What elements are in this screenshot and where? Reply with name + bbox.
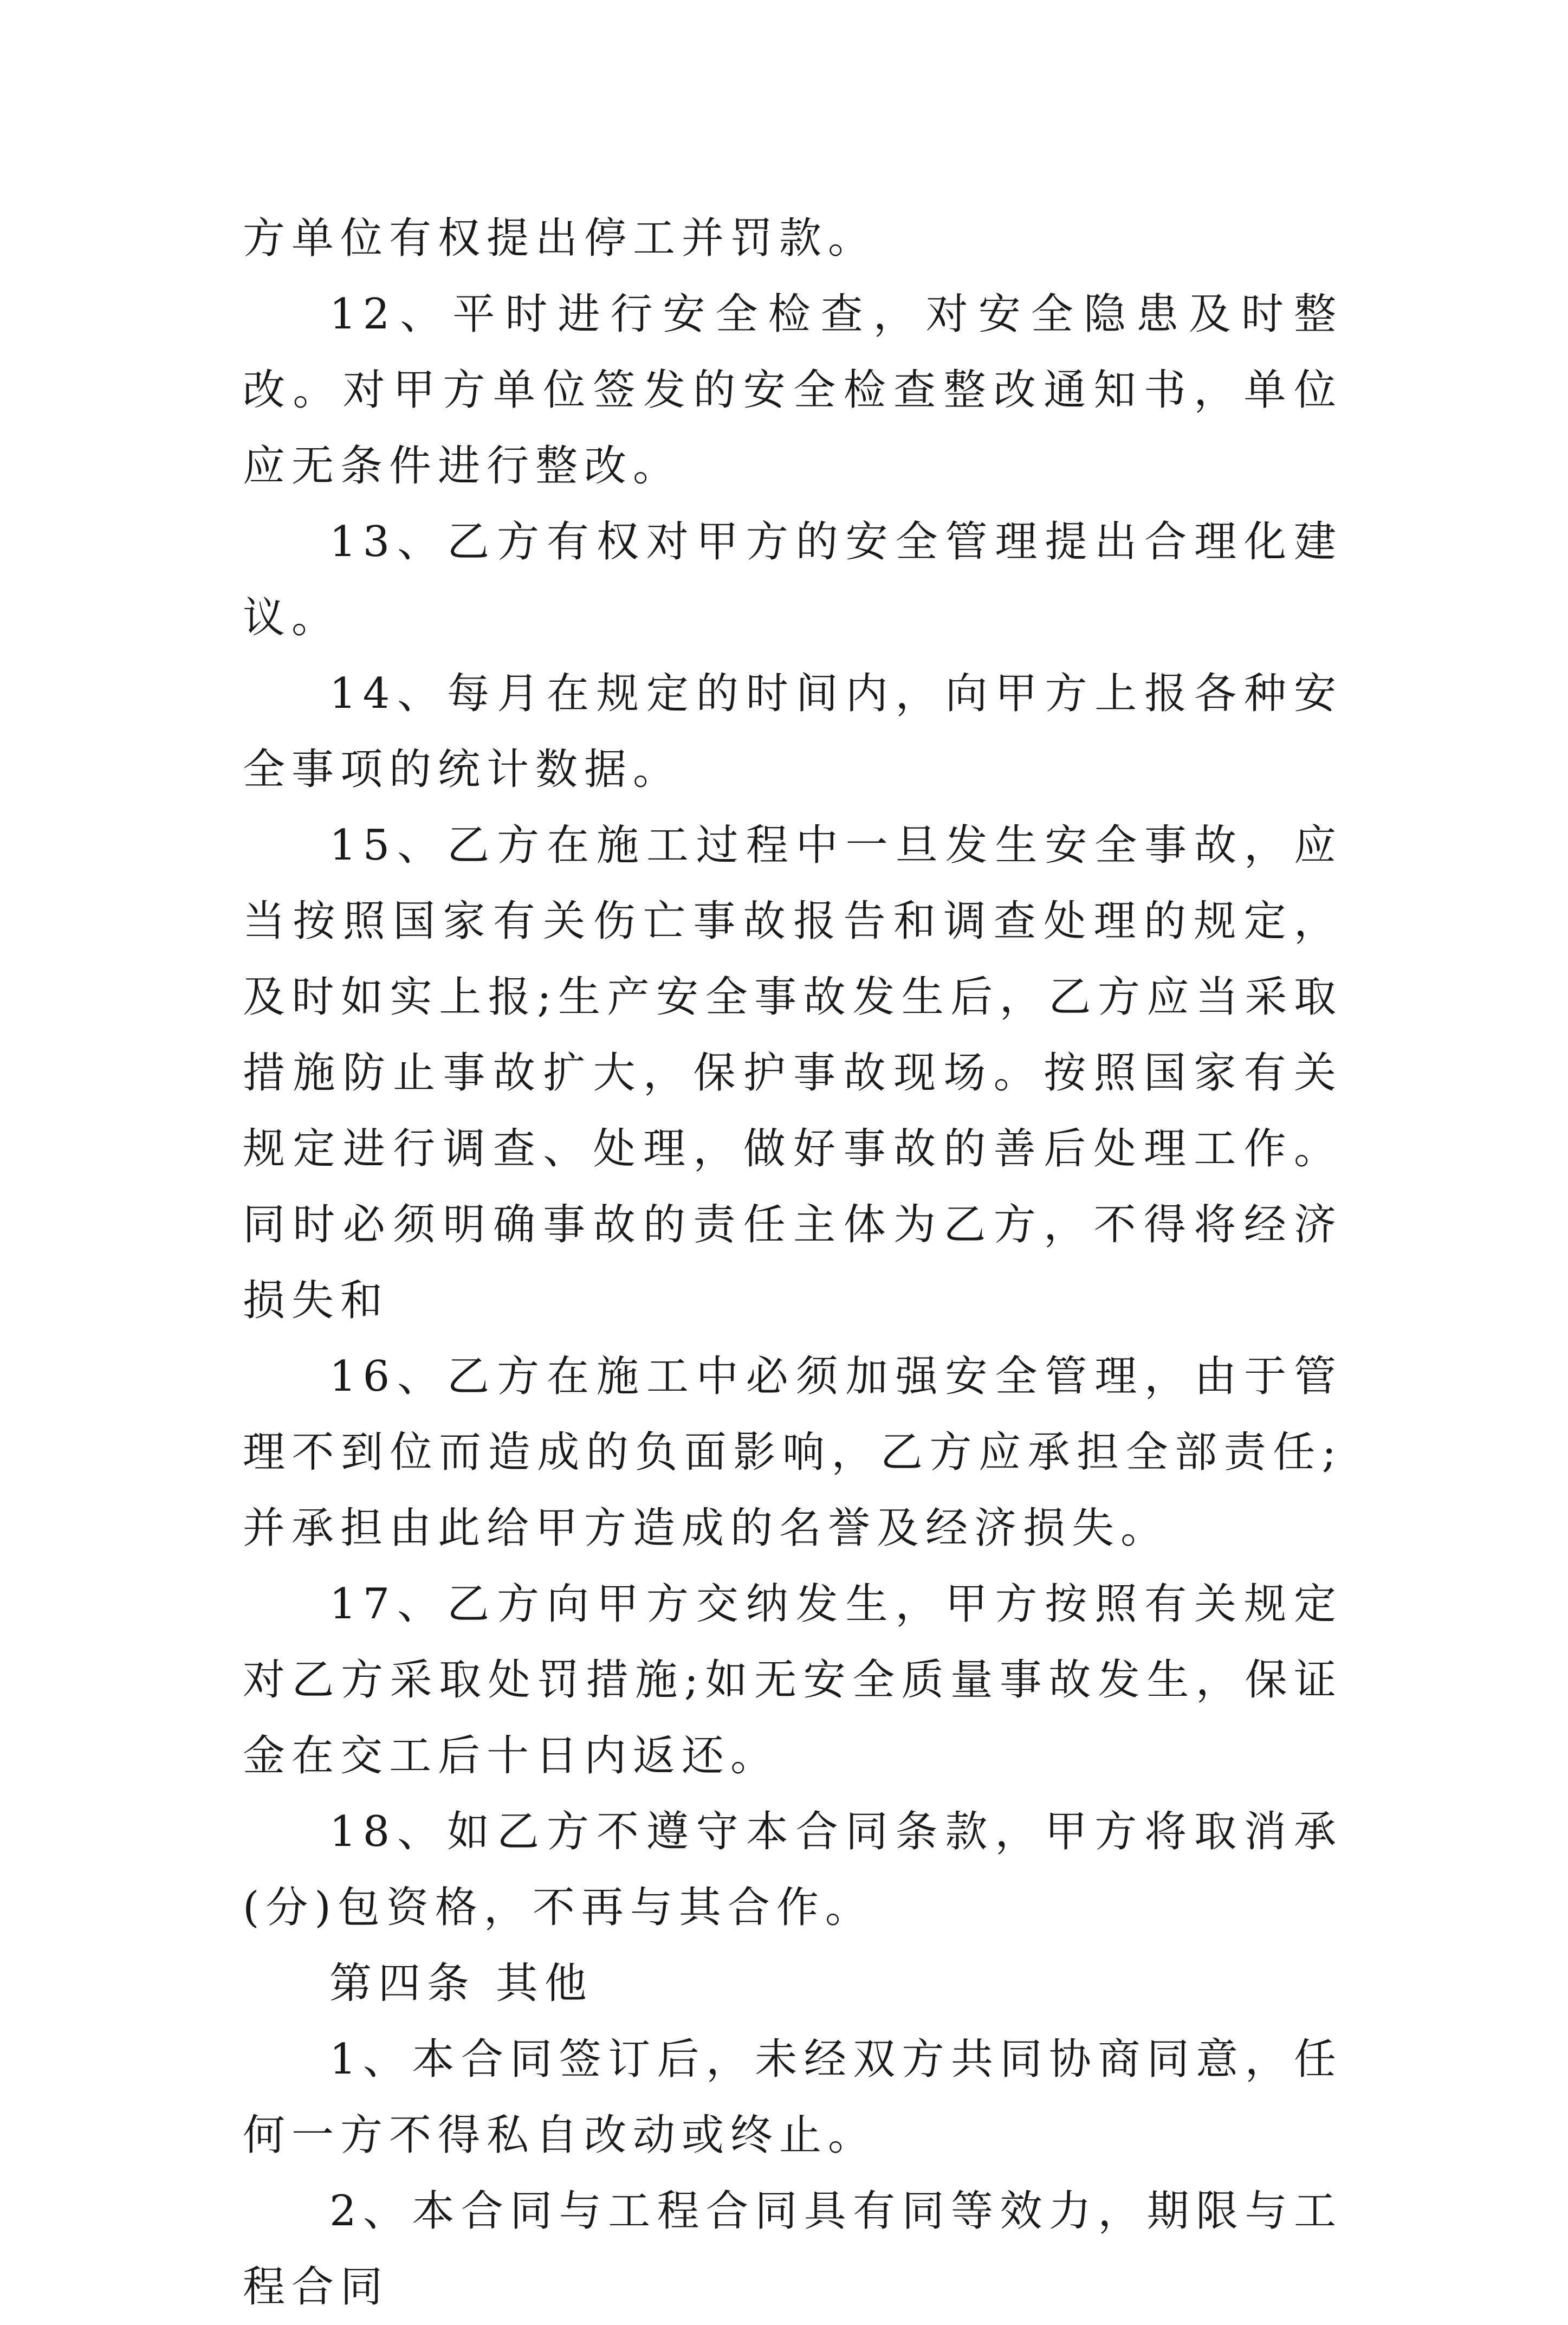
paragraph-item-18: 18、如乙方不遵守本合同条款，甲方将取消承(分)包资格，不再与其合作。 — [243, 1807, 1343, 1932]
document-body — [243, 201, 1343, 2325]
paragraph-item-16: 16、乙方在施工中必须加强安全管理，由于管理不到位而造成的负面影响，乙方应承担全部责任;并承担由此给甲方造成的名誉及经济损失。 — [243, 1352, 1343, 1553]
paragraph-item-14: 14、每月在规定的时间内，向甲方上报各种安全事项的统计数据。 — [243, 669, 1343, 794]
paragraph-continuation: 方单位有权提出停工并罚款。 — [243, 214, 877, 263]
section-heading-article-4: 第四条 其他 — [329, 1959, 593, 2008]
paragraph-item-13: 13、乙方有权对甲方的安全管理提出合理化建议。 — [243, 518, 1343, 642]
paragraph-item-12: 12、平时进行安全检查，对安全隐患及时整改。对甲方单位签发的安全检查整改通知书，单位应无条件进行整改。 — [243, 290, 1343, 490]
paragraph-article4-item-1: 1、本合同签订后，未经双方共同协商同意，任何一方不得私自改动或终止。 — [243, 2035, 1343, 2160]
paragraph-item-17: 17、乙方向甲方交纳发生，甲方按照有关规定对乙方采取处罚措施;如无安全质量事故发生，保证金在交工后十日内返还。 — [243, 1580, 1343, 1780]
paragraph-item-15: 15、乙方在施工过程中一旦发生安全事故，应当按照国家有关伤亡事故报告和调查处理的规定，及时如实上报;生产安全事故发生后，乙方应当采取措施防止事故扩大，保护事故现场。按照国家有关规定进行调查、处理，做好事故的善后处理工作。同时必须明确事故的责任主体为乙方，不得将经济损失和 — [243, 821, 1343, 1325]
paragraph-article4-item-2: 2、本合同与工程合同具有同等效力，期限与工程合同 — [243, 2187, 1343, 2311]
